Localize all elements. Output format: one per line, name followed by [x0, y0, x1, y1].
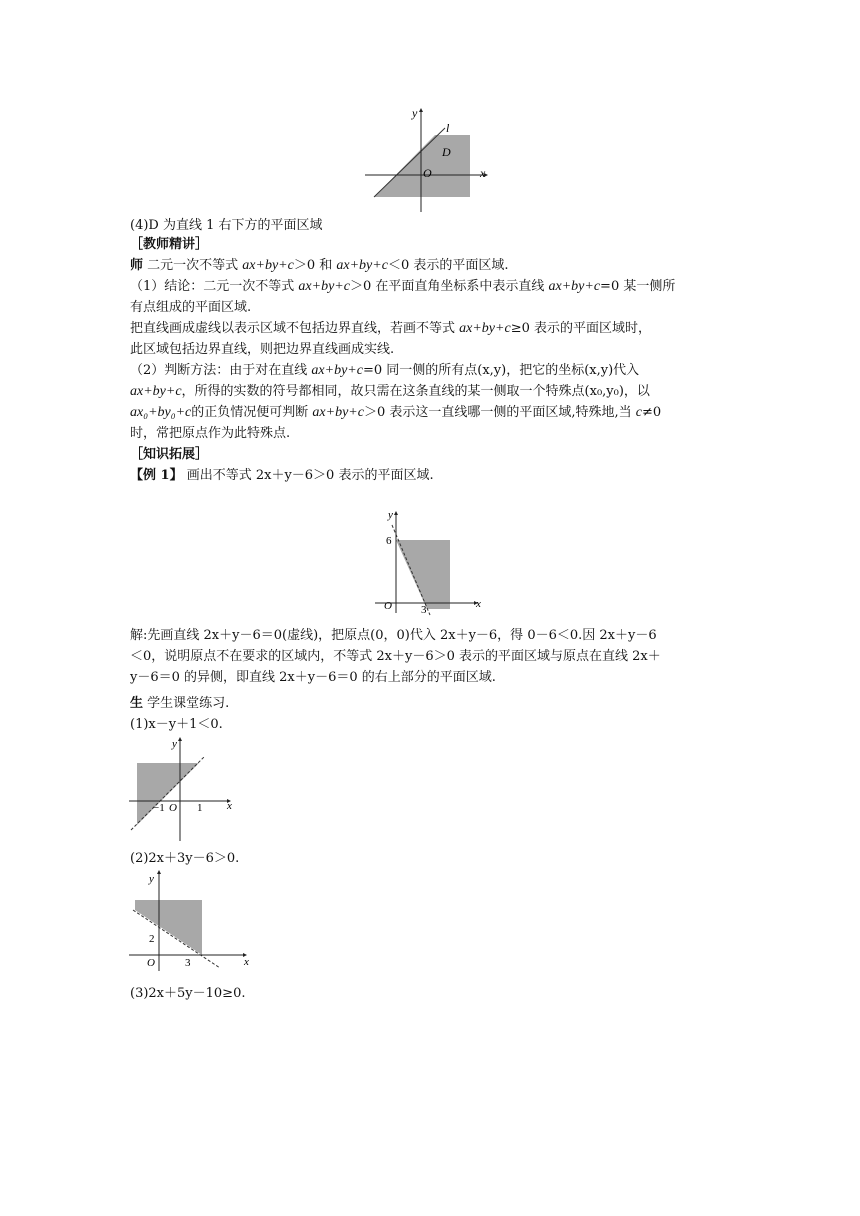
p3b-expr-1: ax+by+c	[130, 384, 182, 399]
tick-1-label: 1	[197, 802, 203, 814]
p3-text-a: （2）判断方法：由于对在直线	[130, 363, 312, 378]
p1-expr-1: ax+by+c	[298, 279, 350, 294]
p3c-text-c: ≠0	[642, 405, 662, 420]
shaded-region	[137, 763, 199, 825]
paragraph-1	[130, 278, 675, 296]
figure-example-1	[370, 505, 490, 617]
y-axis-arrow	[157, 870, 161, 874]
shaded-region-d	[374, 135, 470, 197]
p3b-text-a: ，所得的实数的符号都相同，故只需在这条直线的某一侧取一个特殊点(x₀,y₀)，以	[181, 384, 650, 399]
paragraph-2-cont: 此区域包括边界直线，则把边界直线画成实线.	[130, 342, 395, 357]
y-axis-label: y	[172, 738, 177, 750]
exercise-3-label: (3)2x＋5y－10≥0.	[130, 986, 246, 1001]
y-axis-label: y	[149, 873, 154, 885]
paragraph-3	[130, 362, 639, 380]
figure-line-l-region	[360, 100, 500, 215]
p3c-text-a: 的正负情况便可判断	[191, 405, 313, 420]
teacher-expr-2: ax+by+c	[336, 258, 388, 273]
p2-text-b: ≥0 表示的平面区域时，	[510, 321, 651, 336]
x-tick-label: 3	[421, 604, 427, 616]
section-teacher-heading: ［教师精讲］	[130, 237, 209, 252]
paragraph-3d: 时，常把原点作为此特殊点.	[130, 426, 291, 441]
line-label: l	[446, 121, 450, 135]
example-1	[130, 467, 434, 485]
solution-line-1: 解:先画直线 2x＋y－6＝0(虚线)，把原点(0，0)代入 2x＋y－6，得 0－6＜0.因 2x＋y－6	[130, 628, 657, 643]
solution-line-3: y－6＝0 的异侧，即直线 2x＋y－6＝0 的右上部分的平面区域.	[130, 670, 496, 685]
region-label: D	[442, 145, 451, 159]
figure-exercise-1	[125, 735, 240, 845]
y-tick-label: 2	[149, 933, 155, 945]
origin-label: O	[169, 802, 177, 814]
teacher-line	[130, 257, 508, 275]
student-line	[130, 695, 229, 713]
p3c-expr-1: ax₀+by₀+c	[130, 405, 192, 420]
section-extension-heading: ［知识拓展］	[130, 447, 209, 462]
teacher-text-1: 二元一次不等式	[147, 258, 243, 273]
shaded-region	[396, 540, 450, 609]
p1-expr-2: ax+by+c	[548, 279, 601, 294]
tick-neg1-label: −1	[153, 802, 165, 814]
student-text: 学生课堂练习.	[143, 696, 230, 711]
exercise-1-label: (1)x－y＋1＜0.	[130, 717, 223, 732]
paragraph-1-cont: 有点组成的平面区域.	[130, 300, 252, 315]
p3c-expr-2: ax+by+c	[312, 405, 364, 420]
x-axis-label: x	[227, 800, 232, 812]
paragraph-3c	[130, 404, 661, 422]
teacher-expr-1: ax+by+c	[242, 258, 294, 273]
example-1-label: 【例 1】	[130, 468, 183, 483]
y-tick-label: 6	[386, 535, 392, 547]
x-axis-label: x	[244, 956, 249, 968]
teacher-text-2: ＞0 和	[293, 258, 337, 273]
p2-expr-1: ax+by+c	[459, 321, 511, 336]
y-axis-arrow	[178, 737, 182, 741]
x-tick-label: 3	[185, 957, 191, 969]
shaded-region	[135, 900, 202, 955]
p2-text-a: 把直线画成虚线以表示区域不包括边界直线，若画不等式	[130, 321, 460, 336]
example-1-text: 画出不等式 2x＋y－6＞0 表示的平面区域.	[182, 468, 434, 483]
x-axis-label: x	[476, 598, 481, 610]
teacher-prefix: 师	[130, 258, 144, 273]
p3-expr-1: ax+by+c	[311, 363, 363, 378]
p3-text-b: =0 同一侧的所有点(x,y)，把它的坐标(x,y)代入	[362, 363, 640, 378]
p3c-expr-3: c	[635, 405, 642, 420]
origin-label: O	[147, 957, 155, 969]
y-axis-arrow	[419, 108, 423, 112]
p1-text-b: ＞0 在平面直角坐标系中表示直线	[349, 279, 549, 294]
teacher-text-3: ＜0 表示的平面区域.	[387, 258, 509, 273]
p3c-text-b: ＞0 表示这一直线哪一侧的平面区域,特殊地,当	[363, 405, 636, 420]
paragraph-3b	[130, 383, 650, 401]
exercise-2-label: (2)2x＋3y－6＞0.	[130, 851, 240, 866]
figure-exercise-2	[125, 868, 255, 973]
y-axis-label: y	[412, 106, 418, 120]
caption-4: (4)D 为直线 1 右下方的平面区域	[130, 218, 323, 233]
y-axis-arrow	[394, 511, 398, 515]
p1-text-c: =0 某一侧所	[600, 279, 676, 294]
solution-line-2: ＜0，说明原点不在要求的区域内，不等式 2x＋y－6＞0 表示的平面区域与原点在直线 2x＋	[130, 649, 661, 664]
paragraph-2	[130, 320, 651, 338]
y-axis-label: y	[388, 509, 393, 521]
origin-label: O	[423, 166, 432, 180]
origin-label: O	[384, 600, 392, 612]
x-axis-label: x	[480, 166, 486, 180]
p1-text-a: （1）结论：二元一次不等式	[130, 279, 299, 294]
student-prefix: 生	[130, 696, 144, 711]
